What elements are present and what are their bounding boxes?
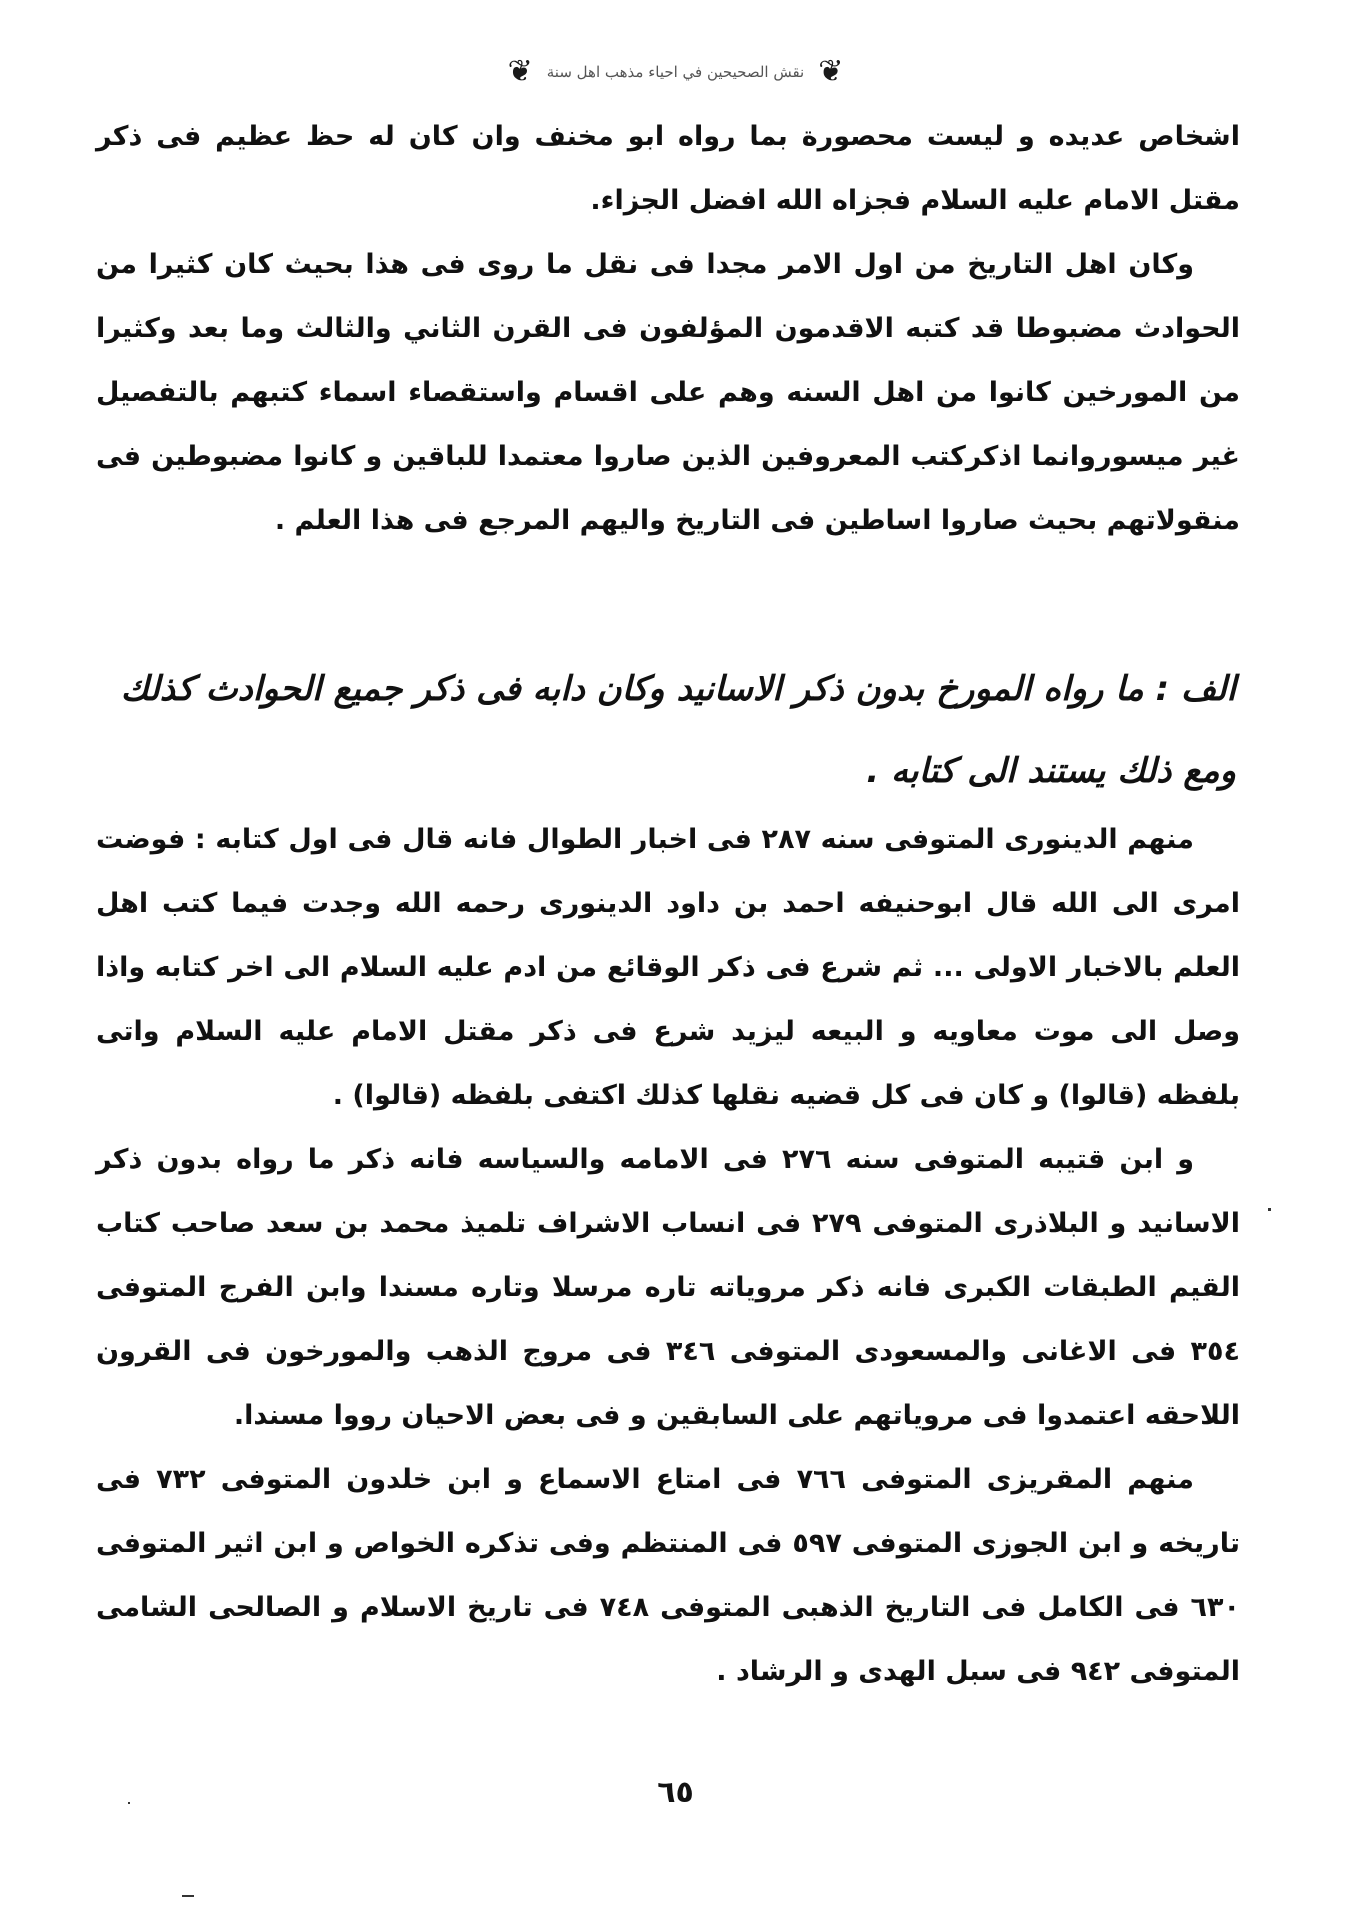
running-header-title: نقش الصحيحين في احياء مذهب اهل سنة [546,63,805,81]
intro-text-block [96,105,1240,553]
main-text-block [96,808,1240,1704]
scan-speck [182,1895,194,1897]
ornament-left-icon: ❦ [507,54,533,89]
paragraph: منهم الدينورى المتوفى سنه ٢٨٧ فى اخبار الطوال فانه قال فى اول كتابه : فوضت امرى الى الله قال ابوحنيفه احمد بن داود الدينورى رحمه الله وجدت فيما كتب اهل العلم بالاخبار الاولى ... ثم شرع فى ذكر الوقائع من ادم عليه السلام الى اخر كتابه واذا وصل الى موت معاويه و البيعه ليزيد شرع فى ذكر مقتل الامام عليه السلام واتى بلفظه (قالوا) و كان فى كل قضيه نقلها كذلك اكتفى بلفظه (قالوا) . [96,824,1240,1111]
page-number: ٦٥ [657,1775,694,1810]
section-heading: الف : ما رواه المورخ بدون ذكر الاسانيد وكان دابه فى ذكر جميع الحوادث كذلك ومع ذلك يستند الى كتابه . [120,669,1236,791]
paragraph: منهم المقريزى المتوفى ٧٦٦ فى امتاع الاسماع و ابن خلدون المتوفى ٧٣٢ فى تاريخه و ابن الجوزى المتوفى ٥٩٧ فى المنتظم وفى تذكره الخواص و ابن اثير المتوفى ٦٣٠ فى الكامل فى التاريخ الذهبى المتوفى ٧٤٨ فى تاريخ الاسلام و الصالحى الشامى المتوفى ٩٤٢ فى سبل الهدى و الرشاد . [96,1464,1240,1687]
scan-speck [128,1802,130,1804]
scan-speck [1268,1208,1271,1211]
running-header [0,52,1351,92]
paragraph: و ابن قتيبه المتوفى سنه ٢٧٦ فى الامامه والسياسه فانه ذكر ما رواه بدون ذكر الاسانيد و البلاذرى المتوفى ٢٧٩ فى انساب الاشراف تلميذ محمد بن سعد صاحب كتاب القيم الطبقات الكبرى فانه ذكر مروياته تاره مرسلا وتاره مسندا وابن الفرج المتوفى ٣٥٤ فى الاغانى والمسعودى المتوفى ٣٤٦ فى مروج الذهب والمورخون فى القرون اللاحقه اعتمدوا فى مروياتهم على السابقين و فى بعض الاحيان رووا مسندا. [96,1144,1241,1431]
paragraph: اشخاص عديده و ليست محصورة بما رواه ابو مخنف وان كان له حظ عظيم فى ذكر مقتل الامام عليه السلام فجزاه الله افضل الجزاء. [96,121,1240,216]
paragraph: وكان اهل التاريخ من اول الامر مجدا فى نقل ما روى فى هذا بحيث كان كثيرا من الحوادث مضبوطا قد كتبه الاقدمون المؤلفون فى القرن الثاني والثالث وما بعد وكثيرا من المورخين كانوا من اهل السنه وهم على اقسام واستقصاء اسماء كتبهم بالتفصيل غير ميسوروانما اذكركتب المعروفين الذين صاروا معتمدا للباقين و كانوا مضبوطين فى منقولاتهم بحيث صاروا اساطين فى التاريخ واليهم المرجع فى هذا العلم . [96,249,1240,536]
ornament-right-icon: ❦ [818,54,844,89]
